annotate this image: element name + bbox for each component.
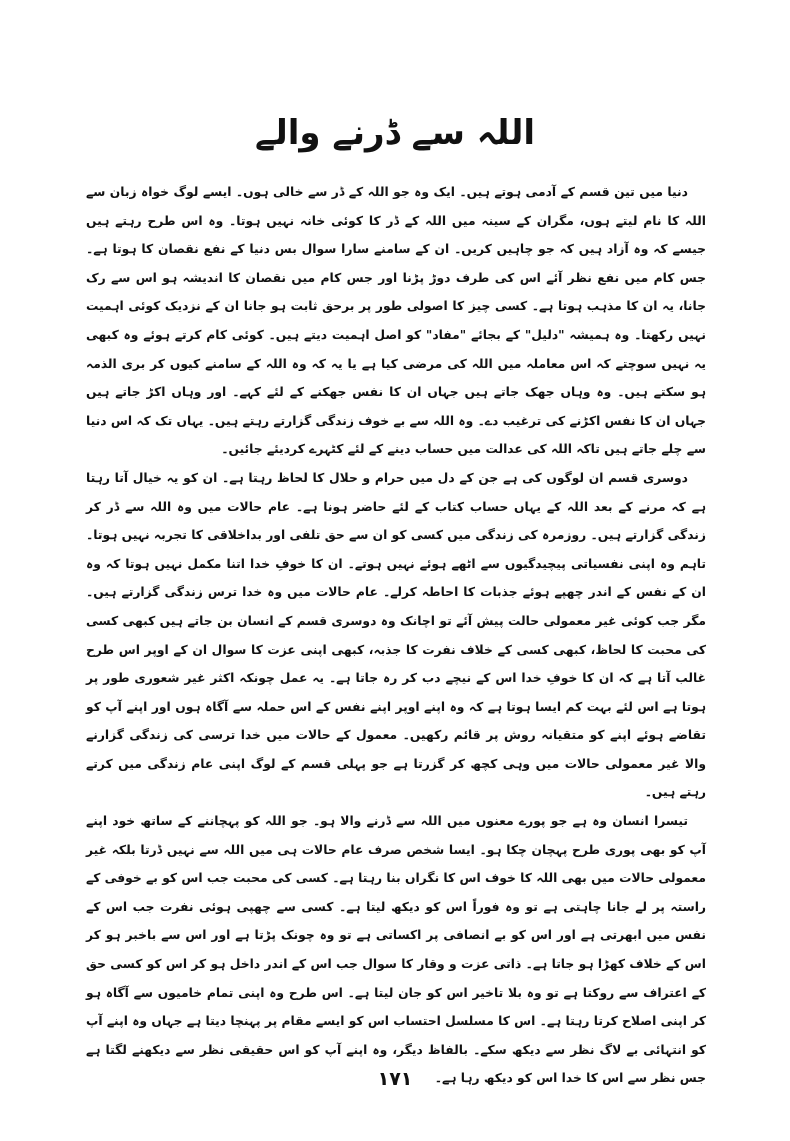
paragraph-third-type: تیسرا انسان وہ ہے جو پورے معنوں میں اللہ سے ڈرنے والا ہو۔ جو اللہ کو پہچاننے کے ساتھ خود اپنے آپ کو بھی پوری طرح پہچان چکا ہو۔ ایسا شخص صرف عام حالات ہی میں اللہ سے نہیں ڈرتا بلکہ غیر معمولی حالات میں بھی اللہ کا خوف اس کا نگراں بنا رہتا ہے۔ کسی کی محبت جب اس کو بے خوفی کے راستہ پر لے جانا چاہتی ہے تو وہ فوراً اس کو دیکھ لیتا ہے۔ کسی سے چھپی ہوئی نفرت جب اس کے نفس میں ابھرتی ہے اور اس کو بے انصافی پر اکساتی ہے تو وہ چونک پڑتا ہے اور اس سے باخبر ہو کر اس کے خلاف کھڑا ہو جاتا ہے۔ ذاتی عزت و وقار کا سوال جب اس کے اندر داخل ہو کر اس کو کسی حق کے اعتراف سے روکتا ہے تو وہ بلا تاخیر اس کو جان لیتا ہے۔ اس طرح وہ اپنی تمام خامیوں سے آگاہ ہو کر اپنی اصلاح کرتا رہتا ہے۔ اس کا مسلسل احتساب اس کو ایسے مقام پر پہنچا دیتا ہے جہاں وہ اپنے آپ کو انتہائی بے لاگ نظر سے دیکھ سکے۔ بالفاظ دیگر، وہ اپنے آپ کو اس حقیقی نظر سے دیکھنے لگتا ہے جس نظر سے اس کا خدا اس کو دیکھ رہا ہے۔ (86, 814, 706, 1086)
page-number: ۱۷۱ (377, 1068, 413, 1090)
paragraph-second-type: دوسری قسم ان لوگوں کی ہے جن کے دل میں حرام و حلال کا لحاظ رہتا ہے۔ ان کو یہ خیال آتا رہتا ہے کہ مرنے کے بعد اللہ کے یہاں حساب کتاب کے لئے حاضر ہونا ہے۔ عام حالات میں وہ اللہ سے ڈر کر زندگی گزارتے ہیں۔ روزمرہ کی زندگی میں کسی کو ان سے حق تلفی اور بداخلاقی کا تجربہ نہیں ہوتا۔ تاہم وہ اپنی نفسیاتی پیچیدگیوں سے اٹھے ہوئے نہیں ہوتے۔ ان کا خوفِ خدا اتنا مکمل نہیں ہوتا کہ وہ ان کے نفس کے اندر چھپے ہوئے جذبات کا احاطہ کرلے۔ عام حالات میں وہ خدا ترس زندگی گزارتے ہیں۔ مگر جب کوئی غیر معمولی حالت پیش آئے تو اچانک وہ دوسری قسم کے انسان بن جاتے ہیں کبھی کسی کی محبت کا لحاظ، کبھی کسی کے خلاف نفرت کا جذبہ، کبھی اپنی عزت کا سوال ان کے اوپر اس طرح غالب آتا ہے کہ ان کا خوفِ خدا اس کے نیچے دب کر رہ جاتا ہے۔ یہ عمل چونکہ اکثر غیر شعوری طور پر ہوتا ہے اس لئے بہت کم ایسا ہوتا ہے کہ وہ اپنے اوپر اپنے نفس کے اس حملہ سے آگاہ ہوں اور اپنے آپ کو تقاضے ہوئے اپنے کو متقیانہ روش پر قائم رکھیں۔ معمول کے حالات میں خدا ترسی کی زندگی گزارنے والا غیر معمولی حالات میں وہی کچھ کر گزرتا ہے جو پہلی قسم کے لوگ اپنی عام زندگی میں کرتے رہتے ہیں۔ (86, 470, 706, 800)
article-body (86, 178, 706, 1093)
page-title: اللہ سے ڈرنے والے (255, 113, 535, 153)
paragraph-first-type: دنیا میں تین قسم کے آدمی ہوتے ہیں۔ ایک وہ جو اللہ کے ڈر سے خالی ہوں۔ ایسے لوگ خواہ زبان سے اللہ کا نام لیتے ہوں، مگران کے سینہ میں اللہ کے ڈر کا کوئی خانہ نہیں ہوتا۔ وہ اس طرح رہتے ہیں جیسے کہ وہ آزاد ہیں کہ جو چاہیں کریں۔ ان کے سامنے سارا سوال بس دنیا کے نفع نقصان کا ہوتا ہے۔ جس کام میں نفع نظر آئے اس کی طرف دوڑ پڑنا اور جس کام میں نقصان کا اندیشہ ہو اس سے رک جانا، یہ ان کا مذہب ہوتا ہے۔ کسی چیز کا اصولی طور پر برحق ثابت ہو جانا ان کے نزدیک کوئی اہمیت نہیں رکھتا۔ وہ ہمیشہ "دلیل" کے بجائے "مفاد" کو اصل اہمیت دیتے ہیں۔ کوئی کام کرتے ہوئے وہ کبھی یہ نہیں سوچتے کہ اس معاملہ میں اللہ کی مرضی کیا ہے یا یہ کہ وہ اللہ کے سامنے کیوں کر بری الذمہ ہو سکتے ہیں۔ وہ وہاں جھک جاتے ہیں جہاں ان کا نفس جھکنے کے لئے کہے۔ اور وہاں اکڑ جاتے ہیں جہاں ان کا نفس اکڑنے کی ترغیب دے۔ وہ اللہ سے بے خوف زندگی گزارتے رہتے ہیں۔ یہاں تک کہ اس دنیا سے چلے جاتے ہیں تاکہ اللہ کی عدالت میں حساب دینے کے لئے کٹہرے کردیئے جائیں۔ (86, 185, 706, 457)
